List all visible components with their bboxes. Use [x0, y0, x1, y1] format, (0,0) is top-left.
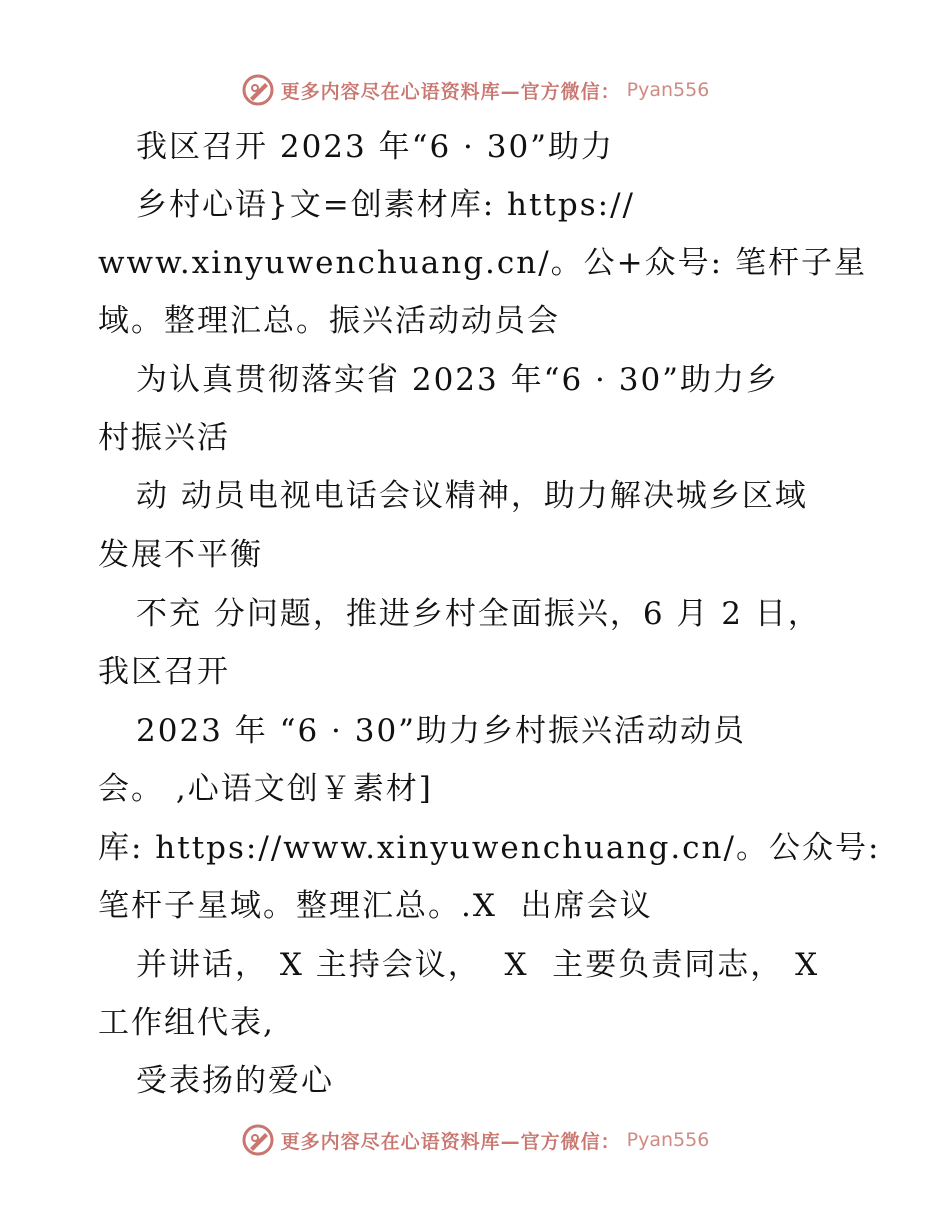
text-line: 动 动员电视电话会议精神，助力解决城乡区域 — [136, 478, 808, 514]
watermark-handle: Pyan556 — [626, 79, 710, 101]
text-line: www.xinyuwenchuang.cn/。公+众号: 笔杆子星 — [98, 245, 867, 281]
pen-logo-icon — [241, 1123, 275, 1157]
text-line: 发展不平衡 — [98, 537, 263, 573]
text-line: 受表扬的爱心 — [136, 1063, 334, 1099]
text-line: 2023 年 “6 · 30”助力乡村振兴活动动员 — [136, 713, 747, 749]
text-line: 库: https://www.xinyuwenchuang.cn/。公众号: — [98, 830, 881, 866]
text-line: 我区召开 — [98, 654, 230, 690]
text-line: 不充 分问题，推进乡村全面振兴，6 月 2 日， — [136, 596, 821, 632]
watermark-brand: 更多内容尽在心语资料库—官方微信： — [280, 1130, 621, 1153]
text-line: 并讲话， X 主持会议， X 主要负责同志， X — [136, 947, 820, 983]
text-line: 域。整理汇总。振兴活动动员会 — [98, 303, 560, 339]
footer-watermark — [0, 1120, 950, 1160]
text-line: 笔杆子星域。整理汇总。.X 出席会议 — [98, 888, 653, 924]
text-line: 乡村心语}文=创素材库: https:// — [136, 187, 635, 223]
text-line: 工作组代表, — [98, 1005, 275, 1041]
text-line: 为认真贯彻落实省 2023 年“6 · 30”助力乡 — [136, 362, 780, 398]
text-line: 我区召开 2023 年“6 · 30”助力 — [136, 129, 615, 165]
text-line: 村振兴活 — [98, 420, 230, 456]
watermark-brand: 更多内容尽在心语资料库—官方微信： — [280, 80, 621, 103]
watermark-handle: Pyan556 — [626, 1129, 710, 1151]
text-line: 会。 ,心语文创￥素材] — [98, 771, 433, 807]
